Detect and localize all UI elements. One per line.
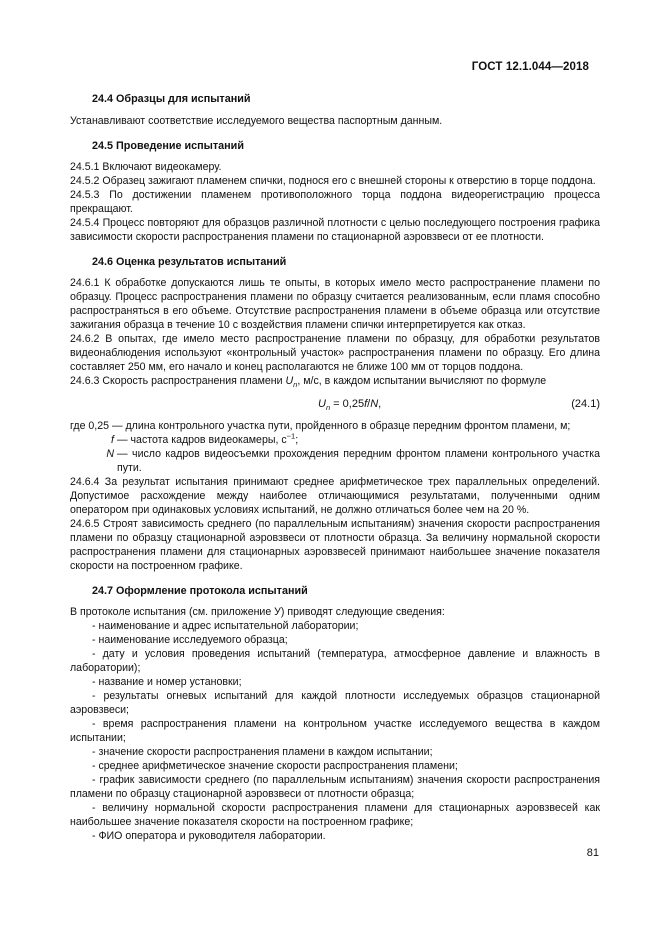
para-24-5-3: 24.5.3 По достижении пламенем противоположного торца поддона видеорегистрацию процесса прекращают. bbox=[70, 189, 600, 215]
formula-24-1 bbox=[92, 395, 600, 415]
para-24-6-4: 24.6.4 За результат испытания принимают среднее арифметическое трех параллельных определений. Допустимое расхождение между наиболее отличающимися результатами, полученными одним оператором при одинаковых условиях испытаний, не должно отличаться более чем на 20 %. bbox=[70, 476, 600, 516]
formula-number: (24.1) bbox=[571, 398, 600, 410]
list-item: - значение скорости распространения пламени в каждом испытании; bbox=[92, 746, 433, 758]
para-24-6-5: 24.6.5 Строят зависимость среднего (по параллельным испытаниям) значения скорости распространения пламени по образцу стационарной аэровзвеси от плотности образца. За величину нормальной скорости распространения пламени для стационарных аэровзвесей принимают наибольшее значение показателя скорости на построенном графике. bbox=[70, 518, 600, 572]
section-24-7-title: 24.7 Оформление протокола испытаний bbox=[92, 585, 308, 597]
list-item: - дату и условия проведения испытаний (температура, атмосферное давление и влажность в лаборатории); bbox=[70, 648, 600, 674]
list-item: - наименование исследуемого образца; bbox=[92, 634, 288, 646]
section-24-6-title: 24.6 Оценка результатов испытаний bbox=[92, 256, 287, 268]
section-24-4-text: Устанавливают соответствие исследуемого вещества паспортным данным. bbox=[70, 115, 443, 127]
section-24-5-title: 24.5 Проведение испытаний bbox=[92, 140, 244, 152]
para-24-5-1: 24.5.1 Включают видеокамеру. bbox=[70, 161, 222, 173]
para-24-5-2: 24.5.2 Образец зажигают пламенем спички, поднося его с внешней стороны к отверстию в торце поддона. bbox=[70, 175, 596, 187]
protocol-intro: В протоколе испытания (см. приложение У) приводят следующие сведения: bbox=[70, 606, 445, 618]
symbol-N: N bbox=[106, 448, 114, 460]
para-24-6-2: 24.6.2 В опытах, где имело место распространение пламени по образцу, для обработки результатов видеонаблюдения используют «контрольный участок» распространения пламени по образцу. Его длина составляет 250 мм, его начало и конец располагаются не ближе 100 мм от торцов поддона. bbox=[70, 333, 600, 373]
definition-N: N — число кадров видеосъемки прохождения передним фронтом пламени контрольного участка пути. bbox=[90, 447, 600, 475]
page-content bbox=[70, 92, 600, 843]
page-number: 81 bbox=[586, 847, 599, 859]
para-24-6-3: 24.6.3 Скорость распространения пламени $U_n$, м/с, в каждом испытании вычисляют по формуле bbox=[70, 375, 547, 390]
list-item: - время распространения пламени на контрольном участке исследуемого вещества в каждом испытании; bbox=[70, 718, 600, 744]
list-item: - наименование и адрес испытательной лаборатории; bbox=[92, 620, 359, 632]
list-item: - величину нормальной скорости распространения пламени для стационарных аэровзвесей как наибольшее значение показателя скорости на построенном графике; bbox=[70, 802, 600, 828]
list-item: - ФИО оператора и руководителя лаборатории. bbox=[92, 830, 326, 842]
protocol-list bbox=[70, 619, 600, 843]
standard-header: ГОСТ 12.1.044—2018 bbox=[471, 61, 589, 73]
formula-expression: $U_n = 0,25f/N$, bbox=[318, 398, 382, 413]
para-24-5-4: 24.5.4 Процесс повторяют для образцов различной плотности с целью последующего построения графика зависимости скорости распространения пламени по стационарной аэровзвеси от ее плотности. bbox=[70, 217, 600, 243]
symbol-f: f bbox=[111, 434, 114, 446]
section-24-4-title: 24.4 Образцы для испытаний bbox=[92, 93, 251, 105]
list-item: - среднее арифметическое значение скорости распространения пламени; bbox=[92, 760, 458, 772]
list-item: - название и номер установки; bbox=[92, 676, 242, 688]
list-item: - график зависимости среднего (по параллельным испытаниям) значения скорости распространения пламени по образцу стационарной аэровзвеси от плотности образца; bbox=[70, 774, 600, 800]
where-clause: где 0,25 — длина контрольного участка пути, пройденного в образце передним фронтом пламени, м; bbox=[70, 420, 571, 432]
para-24-6-1: 24.6.1 К обработке допускаются лишь те опыты, в которых имело место распространение пламени по образцу. Процесс распространения пламени по образцу считается реализованным, если пламя способно распространяться в его объеме. Отсутствие распространения пламени в объеме образца или отсутствие зажигания образца в течение 10 с воздействия пламени спички интерпретируется как отказ. bbox=[70, 277, 600, 331]
list-item: - результаты огневых испытаний для каждой плотности исследуемых образцов стационарной аэровзвеси; bbox=[70, 690, 600, 716]
definition-f: f — частота кадров видеокамеры, $с^{-1}$; bbox=[90, 433, 600, 447]
